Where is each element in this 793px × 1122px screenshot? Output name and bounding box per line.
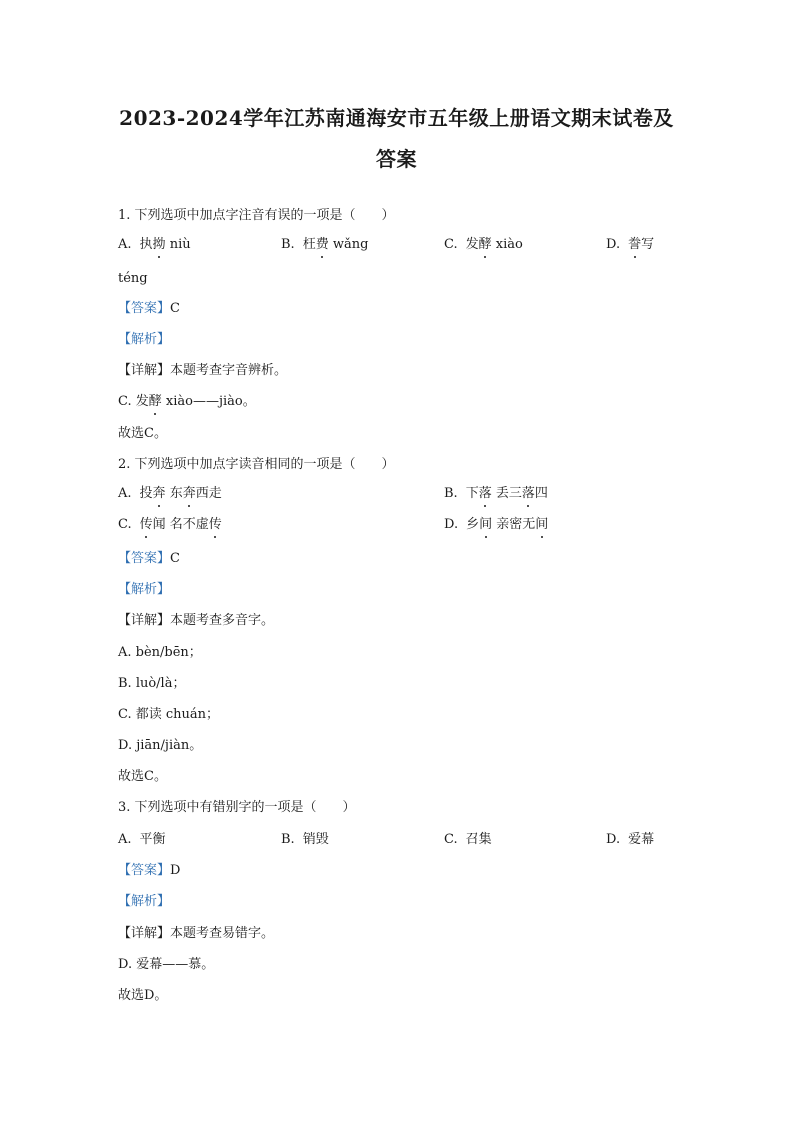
q1-option-d-pinyin: téng [118, 271, 148, 286]
q2-explanation-c: C. 都读 chuán； [118, 707, 220, 722]
q2-answer-value: C [170, 551, 180, 566]
q3-option-a-letter: A. [118, 832, 132, 847]
q2-option-d-dotted-char-1: 间 [479, 517, 493, 532]
q3-option-b-letter: B. [281, 832, 295, 847]
q2-option-b-letter: B. [444, 486, 458, 501]
q3-analysis-tag: 【解析】 [118, 894, 171, 909]
q2-option-b-part5: 四 [534, 486, 548, 501]
q2-option-c-dotted-char-1: 传 [139, 517, 153, 532]
q2-answer-tag: 【答案】 [118, 551, 171, 566]
q2-option-d [444, 516, 548, 534]
q1-analysis-tag: 【解析】 [118, 332, 171, 347]
q2-option-a-part5: 西走 [195, 486, 222, 501]
q3-option-d [606, 831, 654, 849]
q3-option-a-text: 平衡 [139, 832, 166, 847]
q3-option-c [444, 831, 492, 849]
q2-option-a-dotted-char-1: 奔 [152, 486, 166, 501]
q2-answer [118, 550, 180, 568]
q2-explanation-a: A. bèn/bēn； [118, 645, 202, 660]
q1-detail [118, 362, 287, 380]
q2-option-a-part1: 投 [139, 486, 153, 501]
q1-option-a [118, 236, 191, 254]
q2-detail-tag: 【详解】 [118, 613, 171, 628]
q2-option-a-letter: A. [118, 486, 132, 501]
q2-stem: 2. 下列选项中加点字读音相同的一项是（ ） [118, 457, 395, 472]
q2-option-d-part3: 亲密无 [496, 517, 536, 532]
q3-explanation: D. 爱幕——慕。 [118, 957, 215, 972]
q2-option-c-letter: C. [118, 517, 132, 532]
q1-option-a-pinyin: niù [169, 237, 191, 252]
q1-option-c-pinyin: xiào [495, 237, 523, 252]
q1-explanation-suffix: xiào——jiào。 [161, 394, 256, 409]
q2-option-b-part1: 下 [465, 486, 479, 501]
q2-option-d-letter: D. [444, 517, 459, 532]
q2-option-b [444, 485, 548, 503]
q1-option-d [606, 236, 654, 254]
q1-option-d-letter: D. [606, 237, 621, 252]
q1-option-d-dotted-char: 誊 [628, 237, 642, 252]
q1-answer-value: C [170, 301, 180, 316]
q2-option-d-part1: 乡 [466, 517, 480, 532]
q1-option-b-letter: B. [281, 237, 295, 252]
q1-explanation-dotted-char: 酵 [148, 394, 162, 409]
q1-option-a-letter: A. [118, 237, 132, 252]
q2-option-c [118, 516, 222, 534]
q3-option-b-text: 销毁 [302, 832, 329, 847]
q2-option-c-dotted-char-2: 传 [208, 517, 222, 532]
q3-option-d-text: 爱幕 [628, 832, 655, 847]
q3-option-b [281, 831, 329, 849]
q1-option-b-char1: 枉 [302, 237, 316, 252]
q1-option-b-pinyin: wǎng [332, 237, 369, 252]
q3-answer-value: D [170, 863, 181, 878]
q1-option-c-char1: 发 [465, 237, 479, 252]
q3-detail-tag: 【详解】 [118, 926, 171, 941]
q2-explanation-b: B. luò/là； [118, 676, 186, 691]
q1-explanation-prefix: C. 发 [118, 394, 149, 409]
q2-option-b-dotted-char-1: 落 [478, 486, 492, 501]
q3-detail-text: 本题考查易错字。 [170, 926, 275, 941]
q3-answer-tag: 【答案】 [118, 863, 171, 878]
q3-answer [118, 862, 180, 880]
q2-conclusion: 故选C。 [118, 769, 167, 784]
document-title-line-2: 答案 [376, 147, 417, 171]
q1-detail-text: 本题考查字音辨析。 [170, 363, 288, 378]
q1-stem: 1. 下列选项中加点字注音有误的一项是（ ） [118, 208, 395, 223]
q1-detail-tag: 【详解】 [118, 363, 171, 378]
q2-detail [118, 612, 274, 630]
q3-option-c-text: 召集 [465, 832, 492, 847]
q2-option-c-part3: 闻 名不虚 [152, 517, 209, 532]
q1-answer [118, 300, 180, 318]
q1-option-c-letter: C. [444, 237, 458, 252]
q3-stem: 3. 下列选项中有错别字的一项是（ ） [118, 800, 356, 815]
q1-option-a-dotted-char: 拗 [152, 237, 166, 252]
q2-detail-text: 本题考查多音字。 [170, 613, 275, 628]
q1-option-b [281, 236, 368, 254]
document-title-line-1: 2023-2024学年江苏南通海安市五年级上册语文期末试卷及 [119, 106, 674, 130]
q1-answer-tag: 【答案】 [118, 301, 171, 316]
q2-analysis-tag: 【解析】 [118, 582, 171, 597]
q2-option-b-dotted-char-2: 落 [521, 486, 535, 501]
q1-conclusion: 故选C。 [118, 426, 167, 441]
q1-option-b-dotted-char: 费 [315, 237, 329, 252]
q1-option-a-char1: 执 [139, 237, 153, 252]
q1-explanation [118, 393, 256, 411]
q3-conclusion: 故选D。 [118, 988, 168, 1003]
q2-option-d-dotted-char-2: 间 [535, 517, 549, 532]
q3-option-d-letter: D. [606, 832, 621, 847]
q1-option-c [444, 236, 523, 254]
q3-detail [118, 925, 274, 943]
q2-option-a-part3: 东 [169, 486, 183, 501]
q2-option-a-dotted-char-2: 奔 [182, 486, 196, 501]
q3-option-c-letter: C. [444, 832, 458, 847]
q1-option-c-dotted-char: 酵 [478, 237, 492, 252]
q2-explanation-d: D. jiān/jiàn。 [118, 738, 203, 753]
q3-option-a [118, 831, 166, 849]
q2-option-b-part3: 丢三 [495, 486, 522, 501]
q2-option-a [118, 485, 222, 503]
q1-option-d-char2: 写 [641, 237, 655, 252]
